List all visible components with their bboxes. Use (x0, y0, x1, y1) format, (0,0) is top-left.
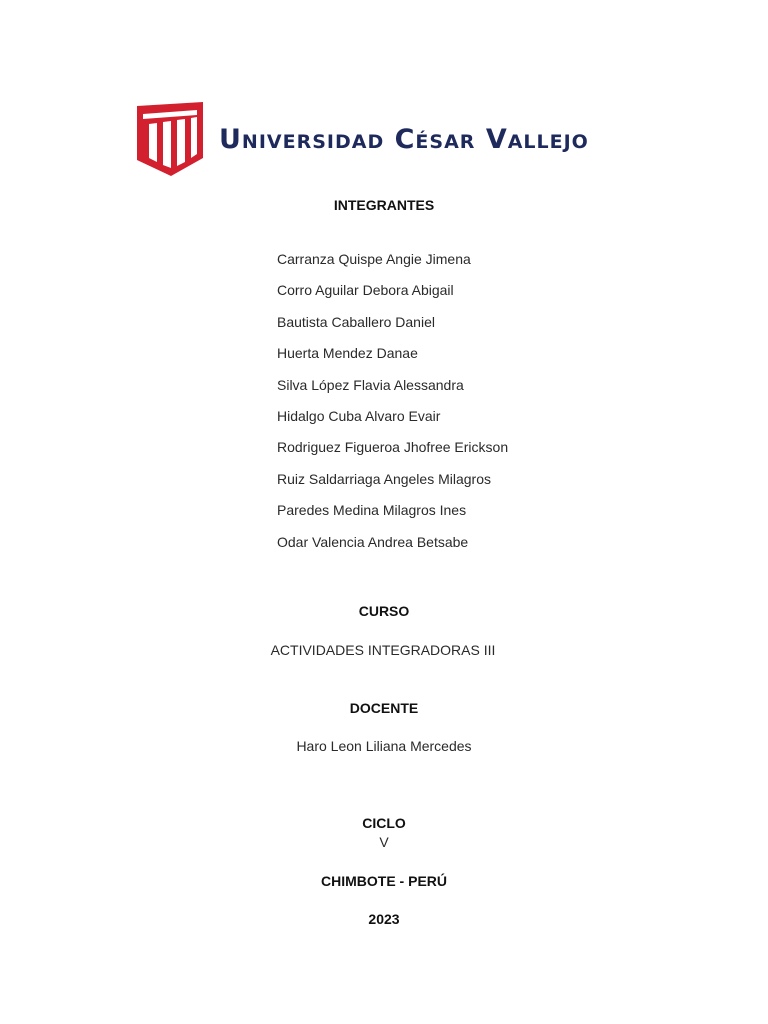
members-list (277, 250, 508, 564)
integrantes-heading: INTEGRANTES (333, 197, 435, 213)
curso-heading: CURSO (358, 603, 410, 619)
university-name: Universidad César Vallejo (219, 124, 589, 155)
member-item: Huerta Mendez Danae (277, 345, 418, 362)
university-shield-icon (135, 102, 205, 178)
member-item: Ruiz Saldarriaga Angeles Milagros (277, 470, 491, 487)
docente-heading: DOCENTE (349, 700, 419, 716)
location-text: CHIMBOTE - PERÚ (321, 873, 447, 889)
university-logo (135, 102, 635, 180)
docente-value: Haro Leon Liliana Mercedes (296, 738, 472, 754)
member-item: Paredes Medina Milagros Ines (277, 502, 467, 519)
member-item: Silva López Flavia Alessandra (277, 376, 464, 393)
member-item: Odar Valencia Andrea Betsabe (277, 533, 469, 550)
ciclo-heading: CICLO (362, 815, 406, 831)
member-item: Hidalgo Cuba Alvaro Evair (277, 407, 441, 424)
year-text: 2023 (368, 911, 400, 927)
member-item: Carranza Quispe Angie Jimena (277, 251, 471, 267)
ciclo-value: V (379, 834, 389, 850)
curso-value: ACTIVIDADES INTEGRADORAS III (270, 642, 496, 658)
member-item: Corro Aguilar Debora Abigail (277, 282, 454, 299)
member-item: Bautista Caballero Daniel (277, 313, 435, 330)
member-item: Rodriguez Figueroa Jhofree Erickson (277, 439, 509, 456)
